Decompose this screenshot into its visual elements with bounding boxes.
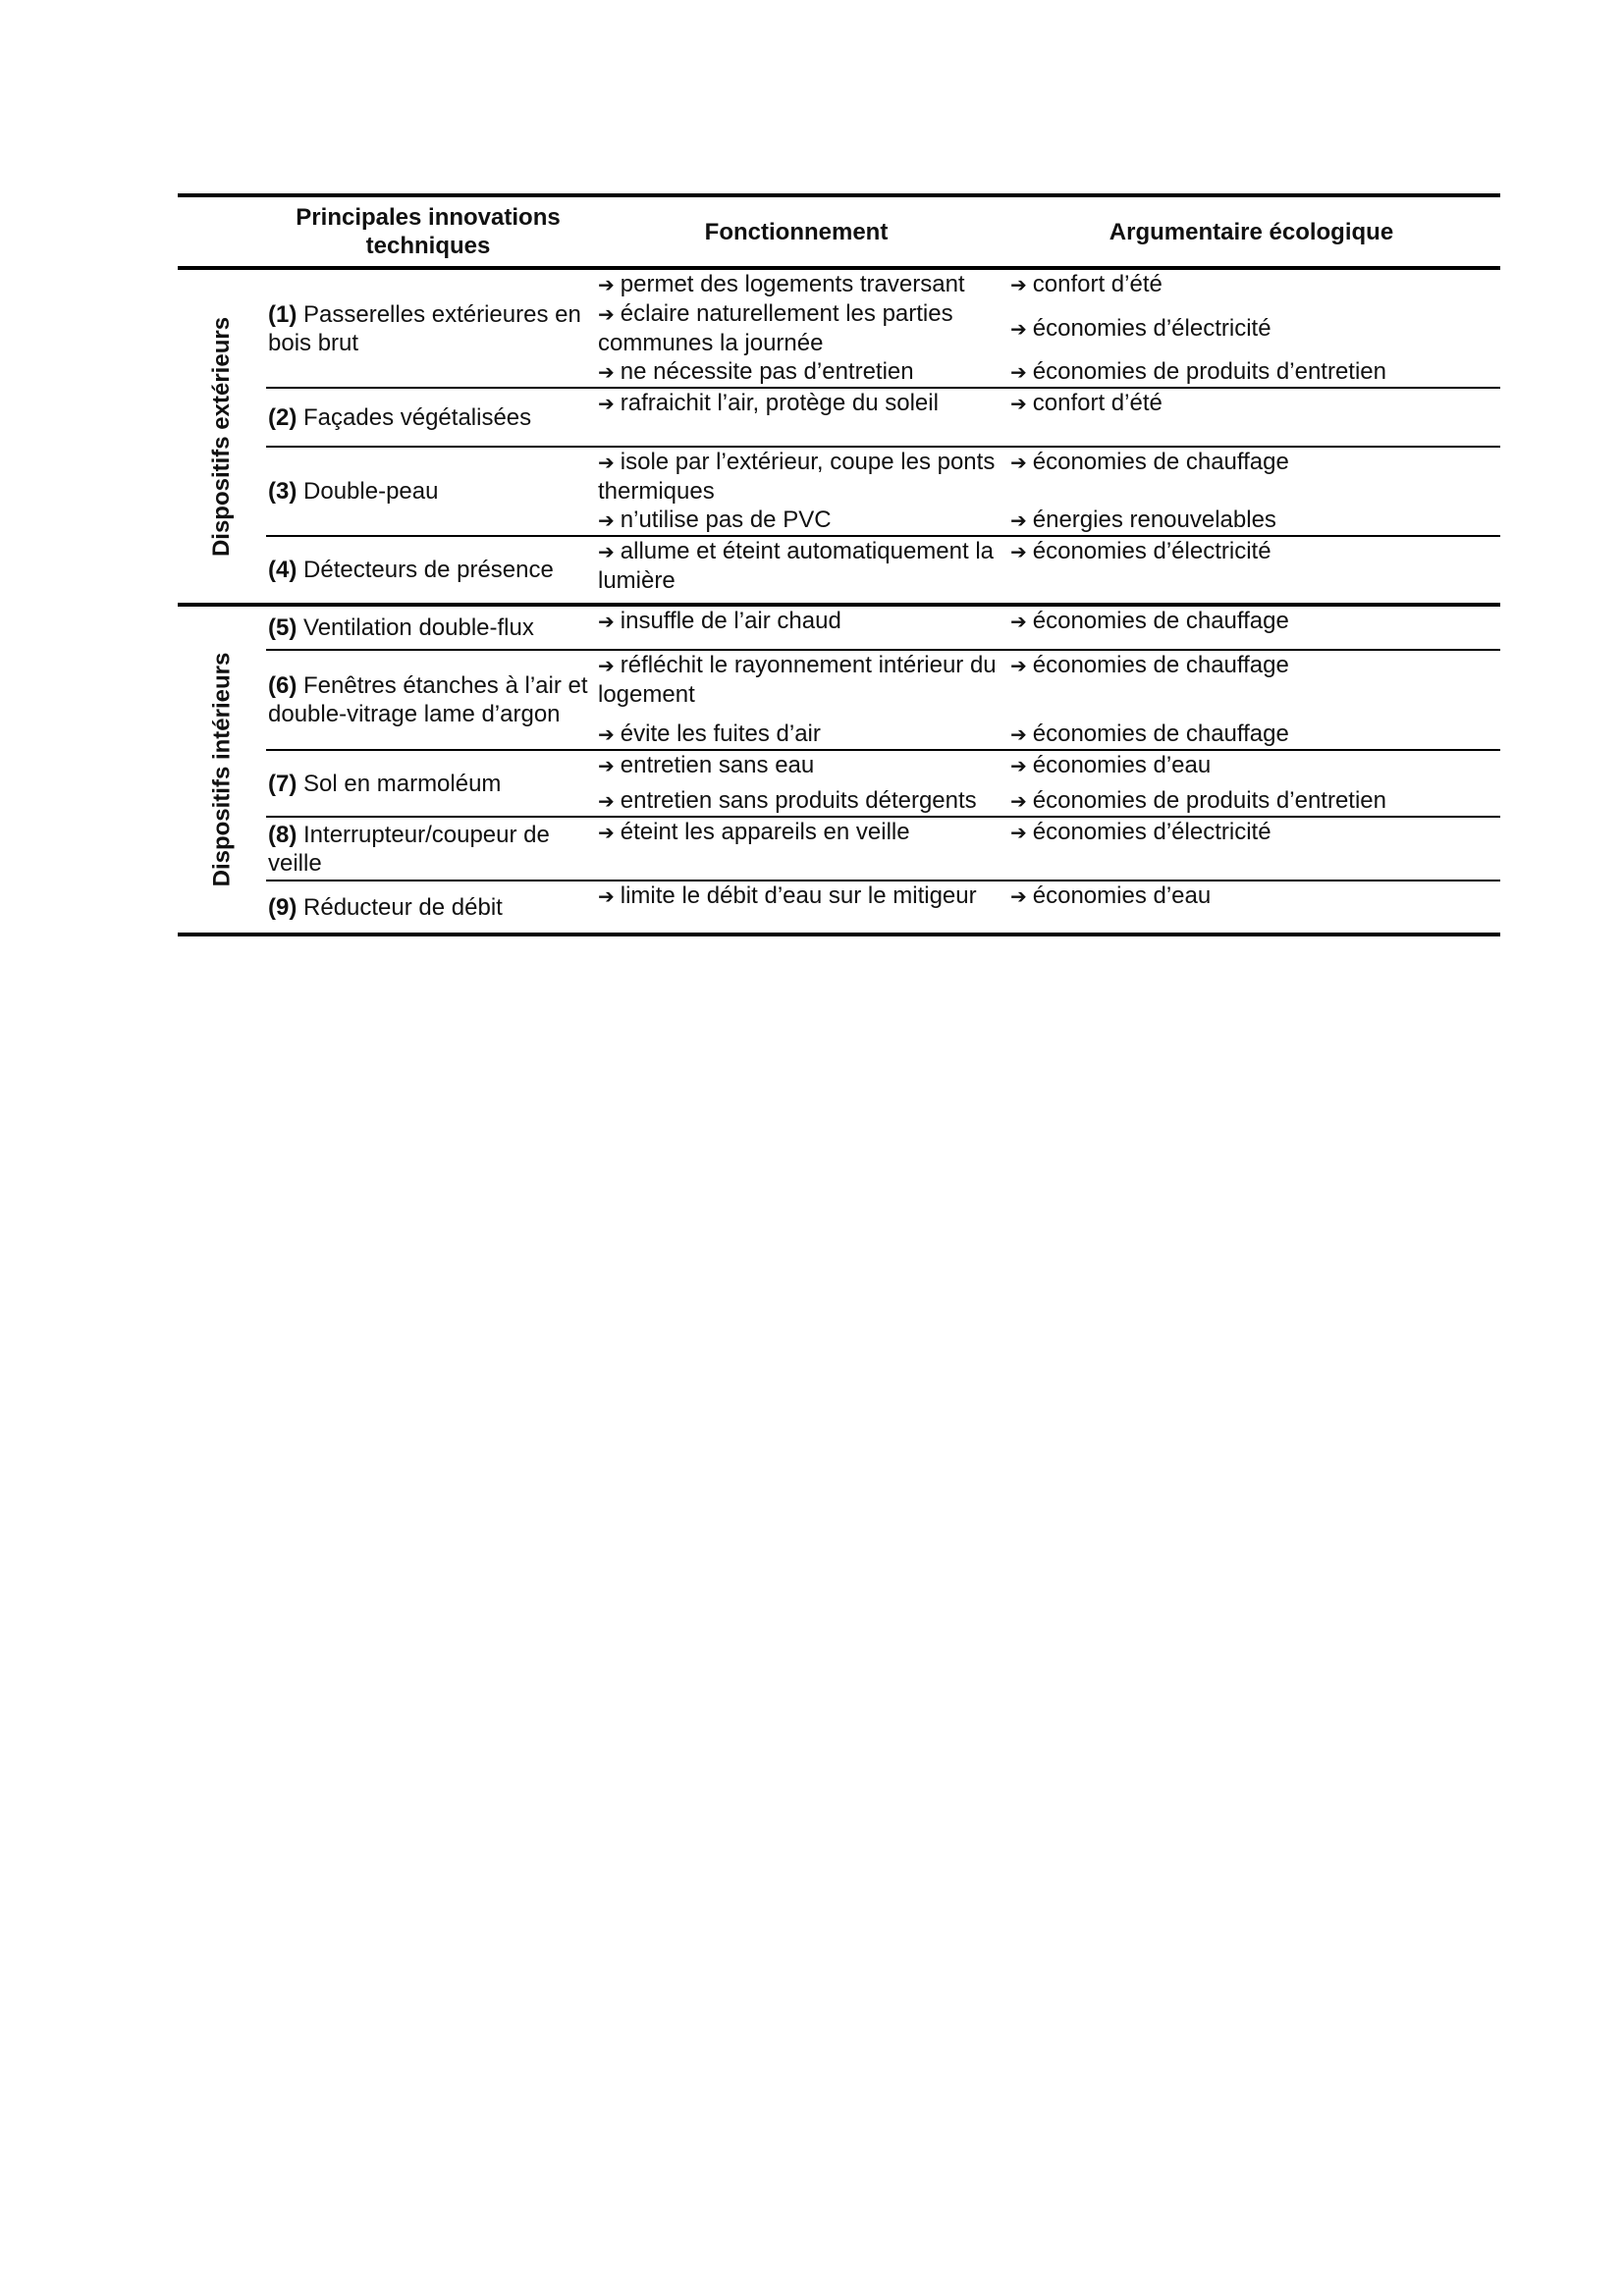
arrow-icon: ➔ bbox=[598, 273, 615, 296]
function-line bbox=[598, 651, 1002, 709]
innovation-cell bbox=[266, 607, 590, 649]
innovation-number: (3) bbox=[268, 478, 298, 505]
argument-text: économies d’eau bbox=[1032, 752, 1212, 778]
arrow-icon: ➔ bbox=[1010, 610, 1027, 633]
arrow-icon: ➔ bbox=[598, 540, 615, 563]
innovation-name: Ventilation double-flux bbox=[303, 614, 534, 641]
function-line bbox=[598, 720, 1002, 749]
argument-text: économies de produits d’entretien bbox=[1032, 358, 1386, 385]
fonctionnement-cell bbox=[590, 651, 1002, 749]
argumentaire-cell bbox=[1002, 651, 1500, 749]
arrow-icon: ➔ bbox=[1010, 754, 1027, 777]
argument-line bbox=[1010, 357, 1500, 387]
function-text: réfléchit le rayonnement intérieur du logement bbox=[598, 652, 997, 708]
function-line bbox=[598, 786, 1002, 816]
innovation-number: (8) bbox=[268, 821, 298, 848]
argument-line bbox=[1010, 881, 1500, 911]
function-text: évite les fuites d’air bbox=[620, 721, 821, 747]
argument-line bbox=[1010, 448, 1500, 477]
innovations-table bbox=[178, 193, 1500, 936]
innovation-cell bbox=[266, 751, 590, 816]
innovation-cell bbox=[266, 270, 590, 387]
arrow-icon: ➔ bbox=[1010, 654, 1027, 677]
function-line bbox=[598, 818, 1002, 847]
section-label: Dispositifs intérieurs bbox=[208, 652, 236, 887]
function-text: n’utilise pas de PVC bbox=[620, 507, 832, 533]
table-row bbox=[266, 387, 1500, 446]
innovation-name: Détecteurs de présence bbox=[303, 557, 554, 583]
arrow-icon: ➔ bbox=[598, 610, 615, 633]
innovation-cell bbox=[266, 651, 590, 749]
function-line bbox=[598, 881, 1002, 911]
function-text: entretien sans eau bbox=[620, 752, 815, 778]
innovation-text bbox=[268, 821, 590, 878]
function-text: éteint les appareils en veille bbox=[620, 819, 910, 845]
innovation-text bbox=[268, 614, 534, 642]
argumentaire-cell bbox=[1002, 751, 1500, 816]
argument-text: énergies renouvelables bbox=[1032, 507, 1276, 533]
argumentaire-cell bbox=[1002, 818, 1500, 880]
argument-line bbox=[1010, 389, 1500, 418]
innovation-cell bbox=[266, 448, 590, 535]
function-text: entretien sans produits détergents bbox=[620, 787, 977, 814]
argument-text: confort d’été bbox=[1032, 390, 1163, 416]
fonctionnement-cell bbox=[590, 537, 1002, 603]
argumentaire-cell bbox=[1002, 607, 1500, 649]
arrow-icon: ➔ bbox=[1010, 360, 1027, 384]
innovation-text bbox=[268, 556, 554, 584]
argument-line bbox=[1010, 607, 1500, 636]
header-fonctionnement: Fonctionnement bbox=[704, 218, 889, 245]
argument-text: économies d’électricité bbox=[1032, 819, 1271, 845]
arrow-icon: ➔ bbox=[1010, 789, 1027, 813]
arrow-icon: ➔ bbox=[598, 360, 615, 384]
fonctionnement-cell bbox=[590, 818, 1002, 880]
innovation-number: (4) bbox=[268, 557, 298, 583]
section-exterieurs bbox=[178, 270, 1500, 603]
arrow-icon: ➔ bbox=[1010, 722, 1027, 746]
innovation-cell bbox=[266, 537, 590, 603]
function-text: ne nécessite pas d’entretien bbox=[620, 358, 914, 385]
innovation-number: (1) bbox=[268, 300, 298, 328]
function-text: rafraichit l’air, protège du soleil bbox=[620, 390, 939, 416]
table-row bbox=[266, 446, 1500, 535]
innovation-cell bbox=[266, 389, 590, 446]
innovation-name: Réducteur de débit bbox=[303, 893, 503, 921]
argument-line bbox=[1010, 720, 1500, 749]
innovation-number: (6) bbox=[268, 672, 298, 699]
function-text: limite le débit d’eau sur le mitigeur bbox=[620, 882, 977, 909]
function-line bbox=[598, 448, 1002, 506]
argument-line bbox=[1010, 314, 1500, 344]
argument-text: économies de chauffage bbox=[1032, 652, 1289, 678]
innovation-text bbox=[268, 770, 501, 798]
argument-text: économies de produits d’entretien bbox=[1032, 787, 1386, 814]
function-line bbox=[598, 537, 1002, 595]
function-text: insuffle de l’air chaud bbox=[620, 608, 841, 634]
header-innovations: Principales innovations techniques bbox=[296, 204, 561, 259]
argumentaire-cell bbox=[1002, 389, 1500, 446]
arrow-icon: ➔ bbox=[1010, 392, 1027, 415]
function-line bbox=[598, 506, 1002, 535]
function-line bbox=[598, 270, 1002, 299]
argument-text: confort d’été bbox=[1032, 271, 1163, 297]
arrow-icon: ➔ bbox=[598, 451, 615, 474]
arrow-icon: ➔ bbox=[598, 654, 615, 677]
argument-line bbox=[1010, 786, 1500, 816]
function-text: allume et éteint automatiquement la lumière bbox=[598, 538, 994, 594]
innovation-number: (9) bbox=[268, 893, 298, 921]
arrow-icon: ➔ bbox=[598, 884, 615, 908]
innovation-text bbox=[268, 300, 590, 357]
argument-line bbox=[1010, 818, 1500, 847]
innovation-name: Fenêtres étanches à l’air et double-vitrage lame d’argon bbox=[268, 672, 588, 727]
section-interieurs bbox=[178, 603, 1500, 933]
arrow-icon: ➔ bbox=[598, 754, 615, 777]
argument-line bbox=[1010, 537, 1500, 566]
table-header bbox=[178, 197, 1500, 270]
arrow-icon: ➔ bbox=[598, 789, 615, 813]
argumentaire-cell bbox=[1002, 448, 1500, 535]
innovation-cell bbox=[266, 881, 590, 933]
innovation-text bbox=[268, 477, 438, 506]
table-row bbox=[266, 749, 1500, 816]
argument-text: économies d’électricité bbox=[1032, 538, 1271, 564]
innovation-number: (5) bbox=[268, 614, 298, 641]
innovation-name: Interrupteur/coupeur de veille bbox=[268, 821, 550, 877]
innovation-number: (2) bbox=[268, 403, 298, 431]
arrow-icon: ➔ bbox=[598, 821, 615, 844]
function-line bbox=[598, 299, 1002, 357]
argument-text: économies d’électricité bbox=[1032, 314, 1271, 342]
fonctionnement-cell bbox=[590, 448, 1002, 535]
innovation-name: Façades végétalisées bbox=[303, 403, 532, 431]
argumentaire-cell bbox=[1002, 270, 1500, 387]
function-line bbox=[598, 607, 1002, 636]
section-label: Dispositifs extérieurs bbox=[208, 316, 235, 557]
arrow-icon: ➔ bbox=[1010, 451, 1027, 474]
arrow-icon: ➔ bbox=[1010, 508, 1027, 532]
table-row bbox=[266, 270, 1500, 387]
argumentaire-cell bbox=[1002, 881, 1500, 933]
argument-text: économies de chauffage bbox=[1032, 721, 1289, 747]
innovation-text bbox=[268, 893, 503, 922]
argument-line bbox=[1010, 651, 1500, 680]
arrow-icon: ➔ bbox=[598, 302, 615, 326]
fonctionnement-cell bbox=[590, 270, 1002, 387]
table-row bbox=[266, 535, 1500, 603]
arrow-icon: ➔ bbox=[598, 392, 615, 415]
fonctionnement-cell bbox=[590, 881, 1002, 933]
fonctionnement-cell bbox=[590, 607, 1002, 649]
innovation-text bbox=[268, 403, 531, 432]
argument-text: économies de chauffage bbox=[1032, 608, 1289, 634]
function-line bbox=[598, 751, 1002, 780]
arrow-icon: ➔ bbox=[1010, 884, 1027, 908]
argument-text: économies de chauffage bbox=[1032, 449, 1289, 475]
arrow-icon: ➔ bbox=[598, 508, 615, 532]
arrow-icon: ➔ bbox=[598, 722, 615, 746]
innovation-name: Sol en marmoléum bbox=[303, 770, 502, 797]
argument-line bbox=[1010, 270, 1500, 299]
innovation-name: Passerelles extérieures en bois brut bbox=[268, 300, 581, 356]
arrow-icon: ➔ bbox=[1010, 316, 1027, 341]
table-row bbox=[266, 607, 1500, 649]
fonctionnement-cell bbox=[590, 389, 1002, 446]
innovation-text bbox=[268, 671, 590, 728]
table-row bbox=[266, 649, 1500, 749]
argumentaire-cell bbox=[1002, 537, 1500, 603]
argument-line bbox=[1010, 751, 1500, 780]
arrow-icon: ➔ bbox=[1010, 273, 1027, 296]
innovation-name: Double-peau bbox=[303, 478, 439, 505]
function-text: permet des logements traversant bbox=[620, 271, 965, 297]
table-row bbox=[266, 816, 1500, 880]
function-line bbox=[598, 357, 1002, 387]
fonctionnement-cell bbox=[590, 751, 1002, 816]
argument-text: économies d’eau bbox=[1032, 882, 1212, 909]
table-row bbox=[266, 880, 1500, 933]
innovation-number: (7) bbox=[268, 770, 298, 797]
arrow-icon: ➔ bbox=[1010, 821, 1027, 844]
function-text: éclaire naturellement les parties communes la journée bbox=[598, 300, 953, 356]
arrow-icon: ➔ bbox=[1010, 540, 1027, 563]
header-argumentaire: Argumentaire écologique bbox=[1109, 218, 1394, 245]
function-text: isole par l’extérieur, coupe les ponts thermiques bbox=[598, 449, 996, 505]
argument-line bbox=[1010, 506, 1500, 535]
innovation-cell bbox=[266, 818, 590, 880]
function-line bbox=[598, 389, 1002, 418]
